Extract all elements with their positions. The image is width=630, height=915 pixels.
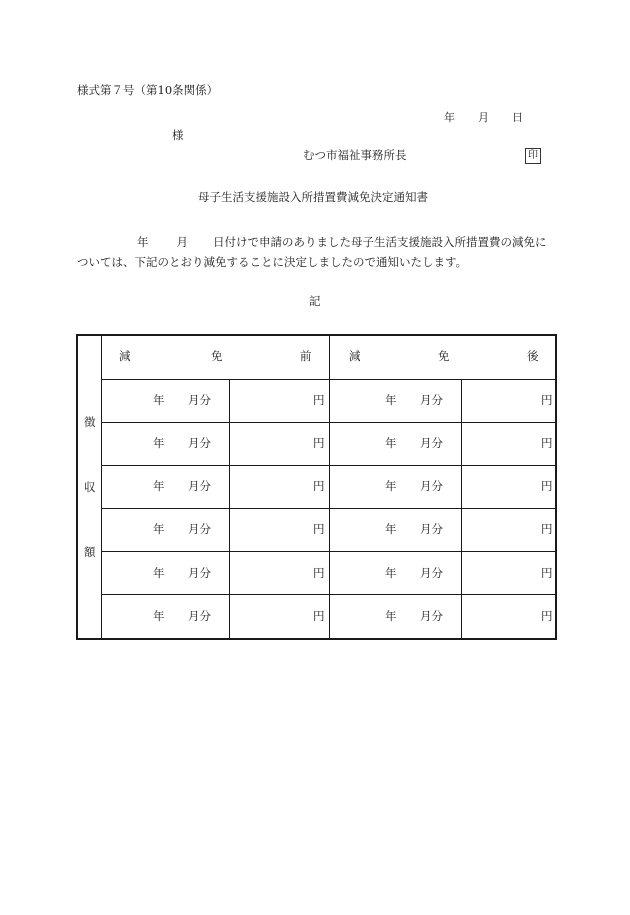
body-line-1 <box>137 237 547 249</box>
before-period-year: 年 <box>153 393 165 407</box>
before-period-year: 年 <box>153 436 165 450</box>
after-period-month: 月分 <box>420 609 443 623</box>
before-amount-unit: 円 <box>313 609 325 623</box>
row-header-divider <box>101 336 102 638</box>
date-year: 年 <box>444 111 455 124</box>
after-amount-unit: 円 <box>541 436 553 450</box>
row-divider <box>101 465 555 466</box>
before-period-year: 年 <box>153 566 165 580</box>
before-header-char: 免 <box>211 349 223 363</box>
before-amount-unit: 円 <box>313 436 325 450</box>
before-after-divider <box>329 336 330 638</box>
before-period-month: 月分 <box>188 393 211 407</box>
date-month: 月 <box>478 111 489 124</box>
issuer-name: むつ市福祉事務所長 <box>303 148 407 162</box>
after-period-year: 年 <box>385 566 397 580</box>
after-period-month: 月分 <box>420 393 443 407</box>
before-amount-unit: 円 <box>313 479 325 493</box>
after-amount-unit: 円 <box>541 522 553 536</box>
row-divider <box>101 422 555 423</box>
before-period-year: 年 <box>153 609 165 623</box>
form-number: 様式第７号（第10条関係） <box>77 83 219 97</box>
after-period-year: 年 <box>385 522 397 536</box>
fee-table <box>76 334 557 640</box>
header-divider <box>101 379 555 380</box>
row-header-char: 額 <box>84 545 96 559</box>
row-header-char: 徴 <box>84 415 96 429</box>
addressee-suffix: 様 <box>172 128 184 142</box>
after-header-char: 減 <box>349 349 361 363</box>
after-period-month: 月分 <box>420 566 443 580</box>
row-divider <box>101 508 555 509</box>
before-amount-unit: 円 <box>313 566 325 580</box>
after-amount-unit: 円 <box>541 393 553 407</box>
before-period-month: 月分 <box>188 566 211 580</box>
before-amount-unit: 円 <box>313 393 325 407</box>
after-period-month: 月分 <box>420 479 443 493</box>
after-period-year: 年 <box>385 479 397 493</box>
after-amount-unit: 円 <box>541 566 553 580</box>
body-line-2: ついては、下記のとおり減免することに決定しましたので通知いたします。 <box>77 255 468 269</box>
after-period-year: 年 <box>385 393 397 407</box>
before-amount-unit: 円 <box>313 522 325 536</box>
date-line <box>444 112 523 123</box>
row-header-char: 収 <box>84 480 96 494</box>
after-period-year: 年 <box>385 436 397 450</box>
before-header-char: 減 <box>119 349 131 363</box>
before-period-month: 月分 <box>188 522 211 536</box>
before-period-month: 月分 <box>188 479 211 493</box>
seal-mark: 印 <box>525 148 541 164</box>
after-header-char: 免 <box>438 349 450 363</box>
before-period-month: 月分 <box>188 609 211 623</box>
before-period-year: 年 <box>153 479 165 493</box>
after-period-year: 年 <box>385 609 397 623</box>
after-period-month: 月分 <box>420 436 443 450</box>
body-month: 月 <box>176 235 188 249</box>
body-line1-text: 日付けで申請のありました母子生活支援施設入所措置費の減免に <box>213 235 547 249</box>
date-day: 日 <box>512 111 523 124</box>
before-period-year: 年 <box>153 522 165 536</box>
before-period-month: 月分 <box>188 436 211 450</box>
before-header-char: 前 <box>300 349 312 363</box>
after-amount-unit: 円 <box>541 609 553 623</box>
ki-label: 記 <box>309 294 321 308</box>
row-divider <box>101 551 555 552</box>
after-amount-unit: 円 <box>541 479 553 493</box>
body-year: 年 <box>137 235 149 249</box>
after-header-char: 後 <box>527 349 539 363</box>
row-divider <box>101 594 555 595</box>
after-period-month: 月分 <box>420 522 443 536</box>
document-title: 母子生活支援施設入所措置費減免決定通知書 <box>198 190 428 204</box>
